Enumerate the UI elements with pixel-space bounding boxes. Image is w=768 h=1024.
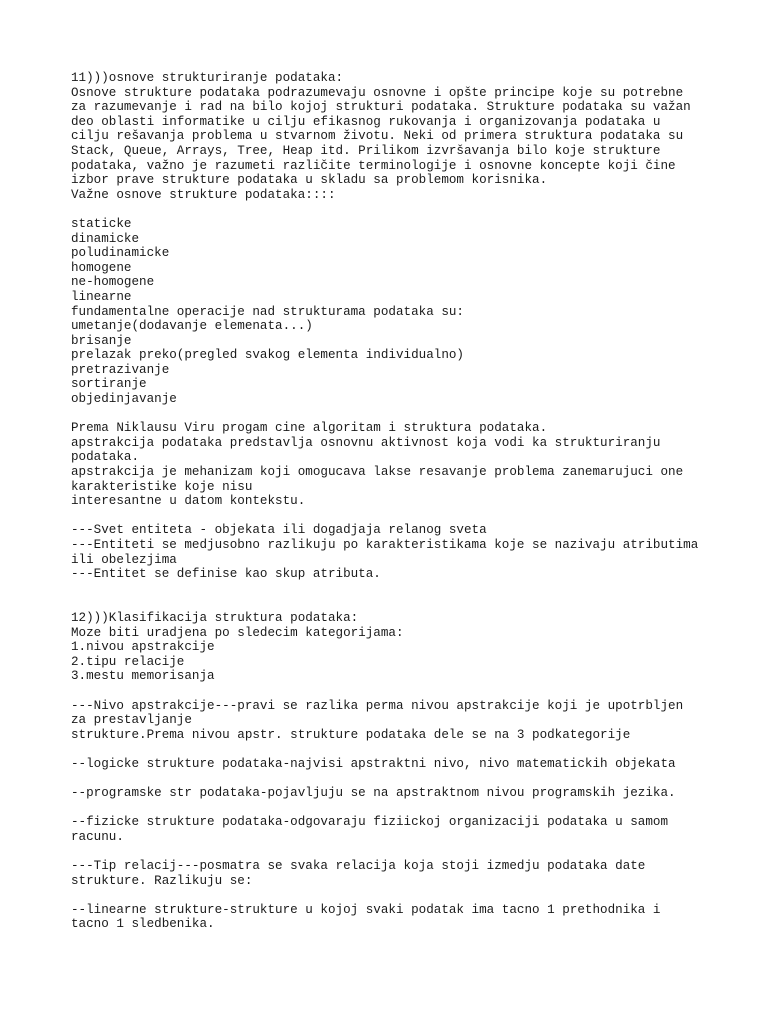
document-line: za razumevanje i rad na bilo kojoj strukturi podataka. Strukture podataka su važan (71, 100, 691, 115)
document-line: interesantne u datom kontekstu. (71, 494, 306, 509)
document-line: ---Svet entiteta - objekata ili dogadjaja relanog sveta (71, 523, 487, 538)
document-line: karakteristike koje nisu (71, 479, 253, 494)
document-line (71, 596, 751, 611)
document-line: ---Tip relacij---posmatra se svaka relacija koja stoji izmedju podataka date (71, 859, 646, 874)
document-line: fundamentalne operacije nad strukturama podataka su: (71, 304, 464, 319)
document-line: staticke (71, 216, 132, 231)
document-line: 12)))Klasifikacija struktura podataka: (71, 610, 359, 625)
document-line: ---Entitet se definise kao skup atributa. (71, 567, 381, 582)
document-line: ---Nivo apstrakcije---pravi se razlika perma nivou apstrakcije koji je upotrbljen (71, 698, 684, 713)
document-line: deo oblasti informatike u cilju efikasnog rukovanja i organizovanja podataka u (71, 114, 661, 129)
document-line: brisanje (71, 333, 132, 348)
document-line: apstrakcija je mehanizam koji omogucava lakse resavanje problema zanemarujuci one (71, 465, 684, 480)
document-line: Stack, Queue, Arrays, Tree, Heap itd. Prilikom izvršavanja bilo koje strukture (71, 143, 661, 158)
document-line: homogene (71, 260, 132, 275)
document-line (71, 407, 751, 422)
document-line: dinamicke (71, 231, 140, 246)
document-line: za prestavljanje (71, 713, 192, 728)
document-line: --programske str podataka-pojavljuju se na apstraktnom nivou programskih jezika. (71, 786, 676, 801)
document-line: --linearne strukture-strukture u kojoj svaki podatak ima tacno 1 prethodnika i (71, 902, 661, 917)
document-line: --logicke strukture podataka-najvisi apstraktni nivo, nivo matematickih objekata (71, 756, 676, 771)
document-line (71, 742, 751, 757)
document-line: podataka, važno je razumeti različite terminologije i osnovne koncepte koji čine (71, 158, 676, 173)
document-line: strukture.Prema nivou apstr. strukture podataka dele se na 3 podkategorije (71, 727, 631, 742)
document-line: pretrazivanje (71, 362, 170, 377)
document-line: poludinamicke (71, 246, 170, 261)
document-line: strukture. Razlikuju se: (71, 873, 253, 888)
document-line (71, 582, 751, 597)
document-line (71, 772, 751, 787)
document-line: prelazak preko(pregled svakog elementa individualno) (71, 348, 464, 363)
document-line: ne-homogene (71, 275, 155, 290)
document-line: cilju rešavanja problema u stvarnom životu. Neki od primera struktura podataka su (71, 129, 684, 144)
document-line: tacno 1 sledbenika. (71, 917, 215, 932)
document-line: objedinjavanje (71, 392, 177, 407)
document-line: izbor prave strukture podataka u skladu sa problemom korisnika. (71, 173, 548, 188)
document-line: 11)))osnove strukturiranje podataka: (71, 71, 344, 85)
document-line (71, 202, 751, 217)
document-line: ili obelezjima (71, 552, 177, 567)
document-line: --fizicke strukture podataka-odgovaraju fiziickoj organizaciji podataka u samom (71, 815, 669, 830)
document-line: sortiranje (71, 377, 147, 392)
document-line: Moze biti uradjena po sledecim kategorijama: (71, 625, 404, 640)
document-line (71, 801, 751, 816)
document-line: 1.nivou apstrakcije (71, 640, 215, 655)
document-line (71, 684, 751, 699)
document-line: Važne osnove strukture podataka:::: (71, 187, 336, 202)
document-line: linearne (71, 289, 132, 304)
document-line (71, 509, 751, 524)
document-line: Osnove strukture podataka podrazumevaju osnovne i opšte principe koje su potrebne (71, 85, 684, 100)
document-line: apstrakcija podataka predstavlja osnovnu aktivnost koja vodi ka strukturiranju (71, 435, 661, 450)
document-line: racunu. (71, 829, 124, 844)
document-line: Prema Niklausu Viru progam cine algoritam i struktura podataka. (71, 421, 548, 436)
document-line: ---Entiteti se medjusobno razlikuju po karakteristikama koje se nazivaju atributima (71, 538, 699, 552)
document-line (71, 844, 751, 859)
document-line: 2.tipu relacije (71, 654, 185, 669)
document-body (71, 71, 751, 932)
document-line: umetanje(dodavanje elemenata...) (71, 319, 313, 334)
document-line: 3.mestu memorisanja (71, 669, 215, 684)
document-line: podataka. (71, 450, 140, 465)
document-line (71, 888, 751, 903)
